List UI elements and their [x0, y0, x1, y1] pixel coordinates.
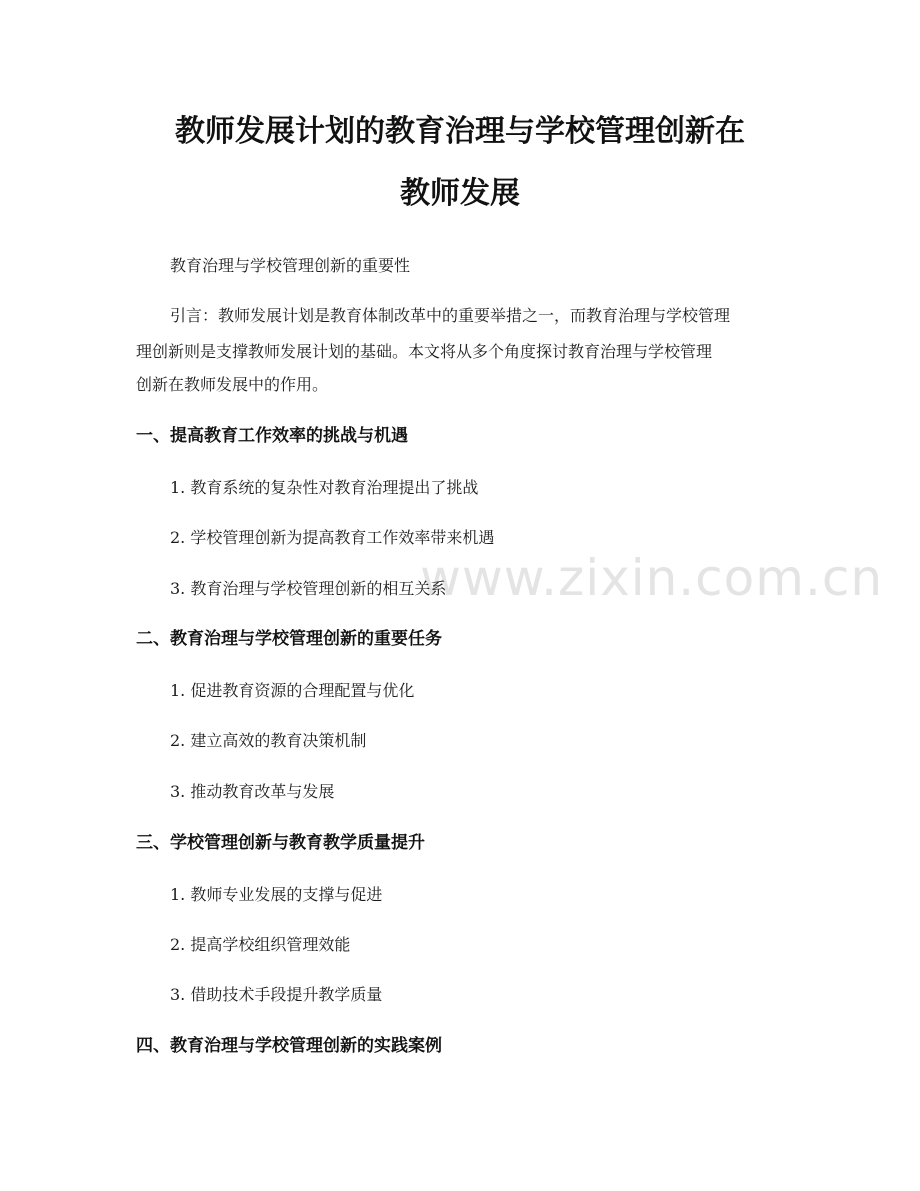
intro-line: 创新在教师发展中的作用。 [136, 375, 329, 394]
document-title-line-2: 教师发展 [400, 176, 520, 211]
list-item: 3. 教育治理与学校管理创新的相互关系 [170, 579, 447, 598]
subtitle: 教育治理与学校管理创新的重要性 [170, 256, 411, 275]
list-item: 1. 促进教育资源的合理配置与优化 [170, 681, 415, 700]
watermark: www.zixin.com.cn [420, 549, 884, 607]
document-title-line-1: 教师发展计划的教育治理与学校管理创新在 [175, 114, 745, 149]
section-heading: 一、提高教育工作效率的挑战与机遇 [136, 426, 408, 446]
list-item: 2. 建立高效的教育决策机制 [170, 731, 367, 750]
intro-line: 引言：教师发展计划是教育体制改革中的重要举措之一，而教育治理与学校管理 [170, 306, 731, 325]
list-item: 2. 提高学校组织管理效能 [170, 935, 351, 954]
intro-line: 理创新则是支撑教师发展计划的基础。本文将从多个角度探讨教育治理与学校管理 [136, 342, 713, 361]
list-item: 3. 借助技术手段提升教学质量 [170, 985, 383, 1004]
list-item: 2. 学校管理创新为提高教育工作效率带来机遇 [170, 528, 495, 547]
list-item: 1. 教育系统的复杂性对教育治理提出了挑战 [170, 478, 479, 497]
list-item: 3. 推动教育改革与发展 [170, 782, 335, 801]
section-heading: 三、学校管理创新与教育教学质量提升 [136, 833, 425, 853]
list-item: 1. 教师专业发展的支撑与促进 [170, 885, 383, 904]
section-heading: 二、教育治理与学校管理创新的重要任务 [136, 629, 442, 649]
section-heading: 四、教育治理与学校管理创新的实践案例 [136, 1036, 442, 1056]
